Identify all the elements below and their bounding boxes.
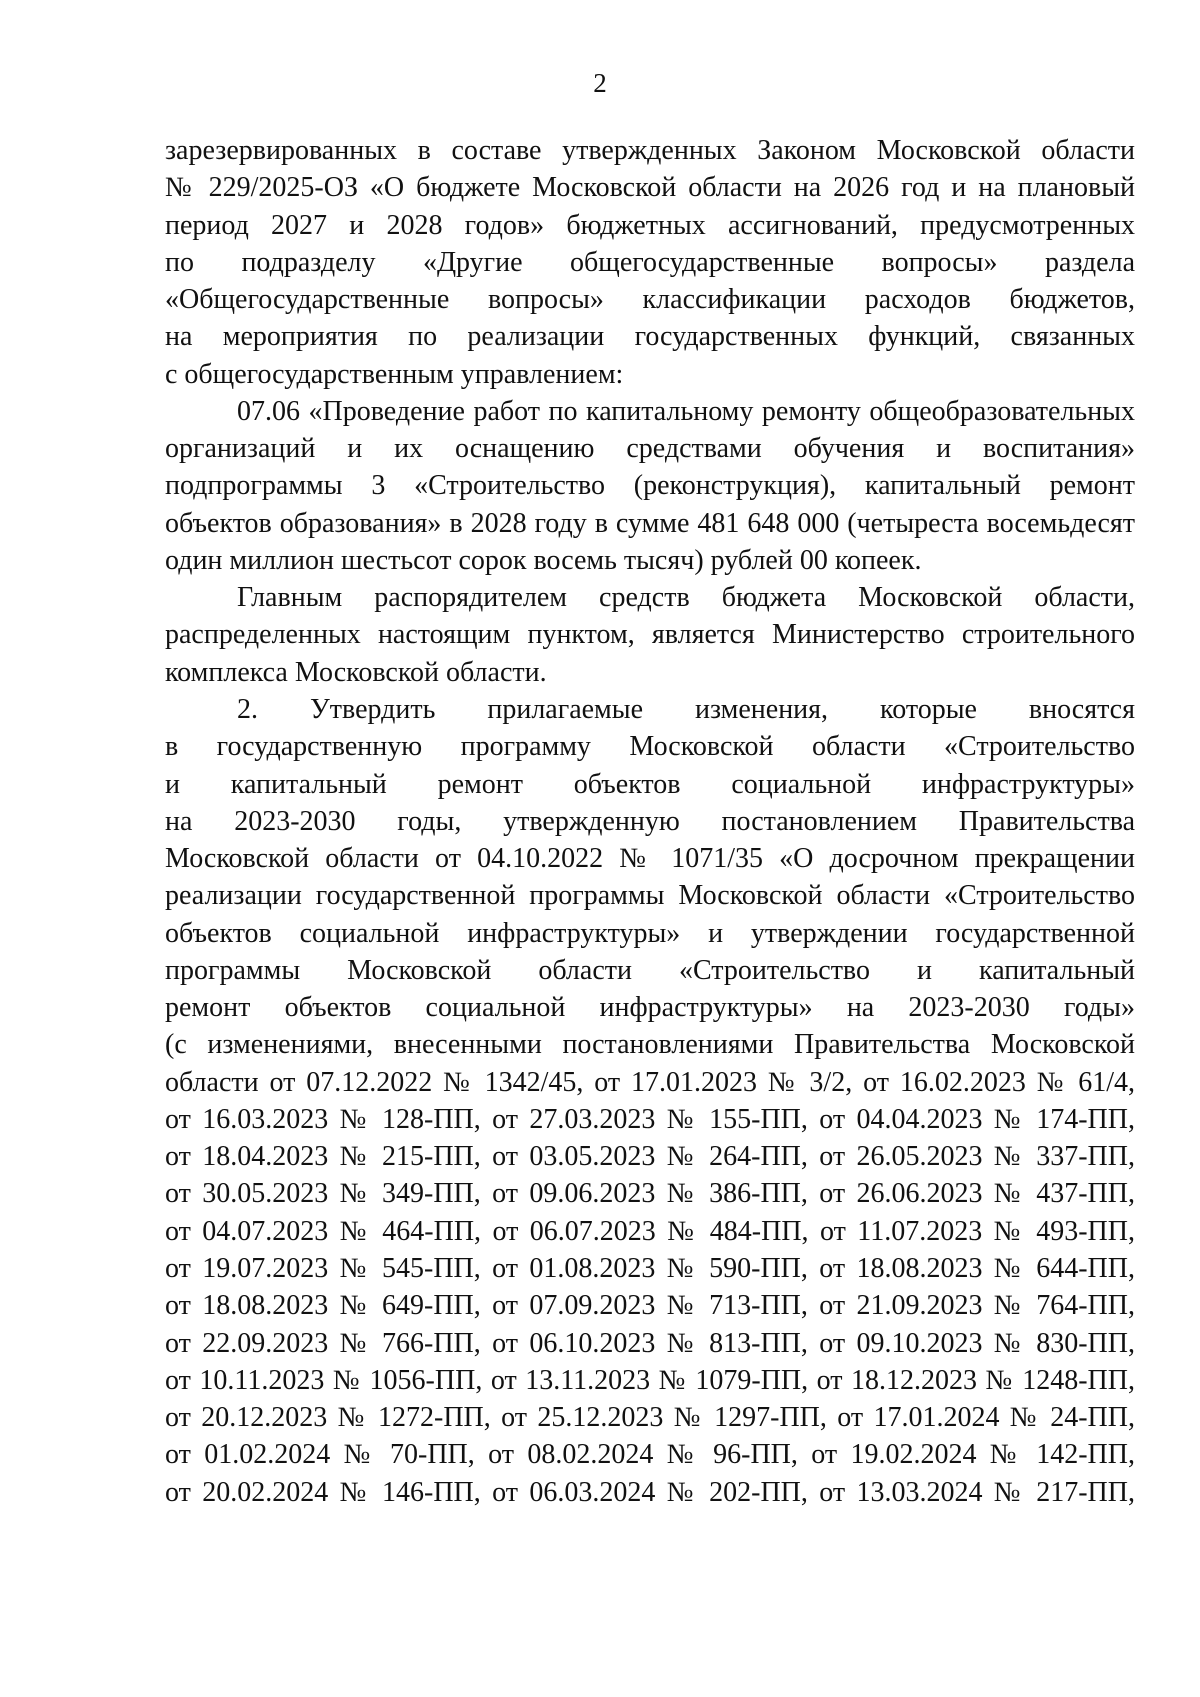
text-line: № 229/2025-ОЗ «О бюджете Московской области на 2026 год и на плановый (165, 172, 1135, 204)
text-line: от 18.04.2023 № 215-ПП, от 03.05.2023 № 264-ПП, от 26.05.2023 № 337-ПП, (165, 1141, 1135, 1173)
text-line: 07.06 «Проведение работ по капитальному ремонту общеобразовательных (237, 395, 1135, 427)
text-line: по подразделу «Другие общегосударственные вопросы» раздела (165, 246, 1135, 278)
text-line: на мероприятия по реализации государственных функций, связанных (165, 321, 1135, 353)
text-line: области от 07.12.2022 № 1342/45, от 17.01.2023 № 3/2, от 16.02.2023 № 61/4, (165, 1066, 1135, 1098)
text-line: от 10.11.2023 № 1056-ПП, от 13.11.2023 № 1079-ПП, от 18.12.2023 № 1248-ПП, (165, 1364, 1135, 1396)
text-line: комплекса Московской области. (165, 656, 547, 688)
text-line: один миллион шестьсот сорок восемь тысяч) рублей 00 копеек. (165, 544, 922, 576)
text-line: на 2023-2030 годы, утвержденную постановлением Правительства (165, 805, 1135, 837)
text-line: от 16.03.2023 № 128-ПП, от 27.03.2023 № 155-ПП, от 04.04.2023 № 174-ПП, (165, 1103, 1135, 1135)
text-line: Главным распорядителем средств бюджета Московской области, (237, 582, 1135, 614)
text-line: от 01.02.2024 № 70-ПП, от 08.02.2024 № 96-ПП, от 19.02.2024 № 142-ПП, (165, 1439, 1135, 1471)
text-line: и капитальный ремонт объектов социальной инфраструктуры» (165, 768, 1135, 800)
document-body (165, 132, 1135, 1511)
text-line: зарезервированных в составе утвержденных Законом Московской области (165, 135, 1135, 166)
text-line: от 20.02.2024 № 146-ПП, от 06.03.2024 № 202-ПП, от 13.03.2024 № 217-ПП, (165, 1476, 1135, 1508)
text-line: с общегосударственным управлением: (165, 358, 624, 390)
text-line: реализации государственной программы Московской области «Строительство (165, 880, 1135, 912)
text-line: объектов образования» в 2028 году в сумме 481 648 000 (четыреста восемьдесят (165, 507, 1135, 539)
text-line: ремонт объектов социальной инфраструктуры» на 2023-2030 годы» (165, 992, 1135, 1024)
text-line: (с изменениями, внесенными постановлениями Правительства Московской (165, 1029, 1135, 1061)
text-line: от 18.08.2023 № 649-ПП, от 07.09.2023 № 713-ПП, от 21.09.2023 № 764-ПП, (165, 1290, 1135, 1322)
text-line: «Общегосударственные вопросы» классификации расходов бюджетов, (165, 284, 1135, 316)
text-line: объектов социальной инфраструктуры» и утверждении государственной (165, 917, 1135, 949)
text-line: от 20.12.2023 № 1272-ПП, от 25.12.2023 № 1297-ПП, от 17.01.2024 № 24-ПП, (165, 1402, 1135, 1434)
text-line: организаций и их оснащению средствами обучения и воспитания» (165, 433, 1135, 465)
text-line: от 22.09.2023 № 766-ПП, от 06.10.2023 № 813-ПП, от 09.10.2023 № 830-ПП, (165, 1327, 1135, 1359)
text-line: от 04.07.2023 № 464-ПП, от 06.07.2023 № 484-ПП, от 11.07.2023 № 493-ПП, (165, 1215, 1135, 1247)
text-line: период 2027 и 2028 годов» бюджетных ассигнований, предусмотренных (165, 209, 1135, 241)
text-line: программы Московской области «Строительство и капитальный (165, 954, 1135, 986)
page-number: 2 (593, 68, 607, 98)
text-line: 2. Утвердить прилагаемые изменения, которые вносятся (237, 693, 1135, 725)
text-line: подпрограммы 3 «Строительство (реконструкция), капитальный ремонт (165, 470, 1135, 502)
text-line: от 30.05.2023 № 349-ПП, от 09.06.2023 № 386-ПП, от 26.06.2023 № 437-ПП, (165, 1178, 1135, 1210)
text-line: в государственную программу Московской области «Строительство (165, 731, 1135, 763)
text-line: от 19.07.2023 № 545-ПП, от 01.08.2023 № 590-ПП, от 18.08.2023 № 644-ПП, (165, 1252, 1135, 1284)
text-line: распределенных настоящим пунктом, является Министерство строительного (165, 619, 1135, 651)
text-line: Московской области от 04.10.2022 № 1071/35 «О досрочном прекращении (165, 843, 1135, 875)
